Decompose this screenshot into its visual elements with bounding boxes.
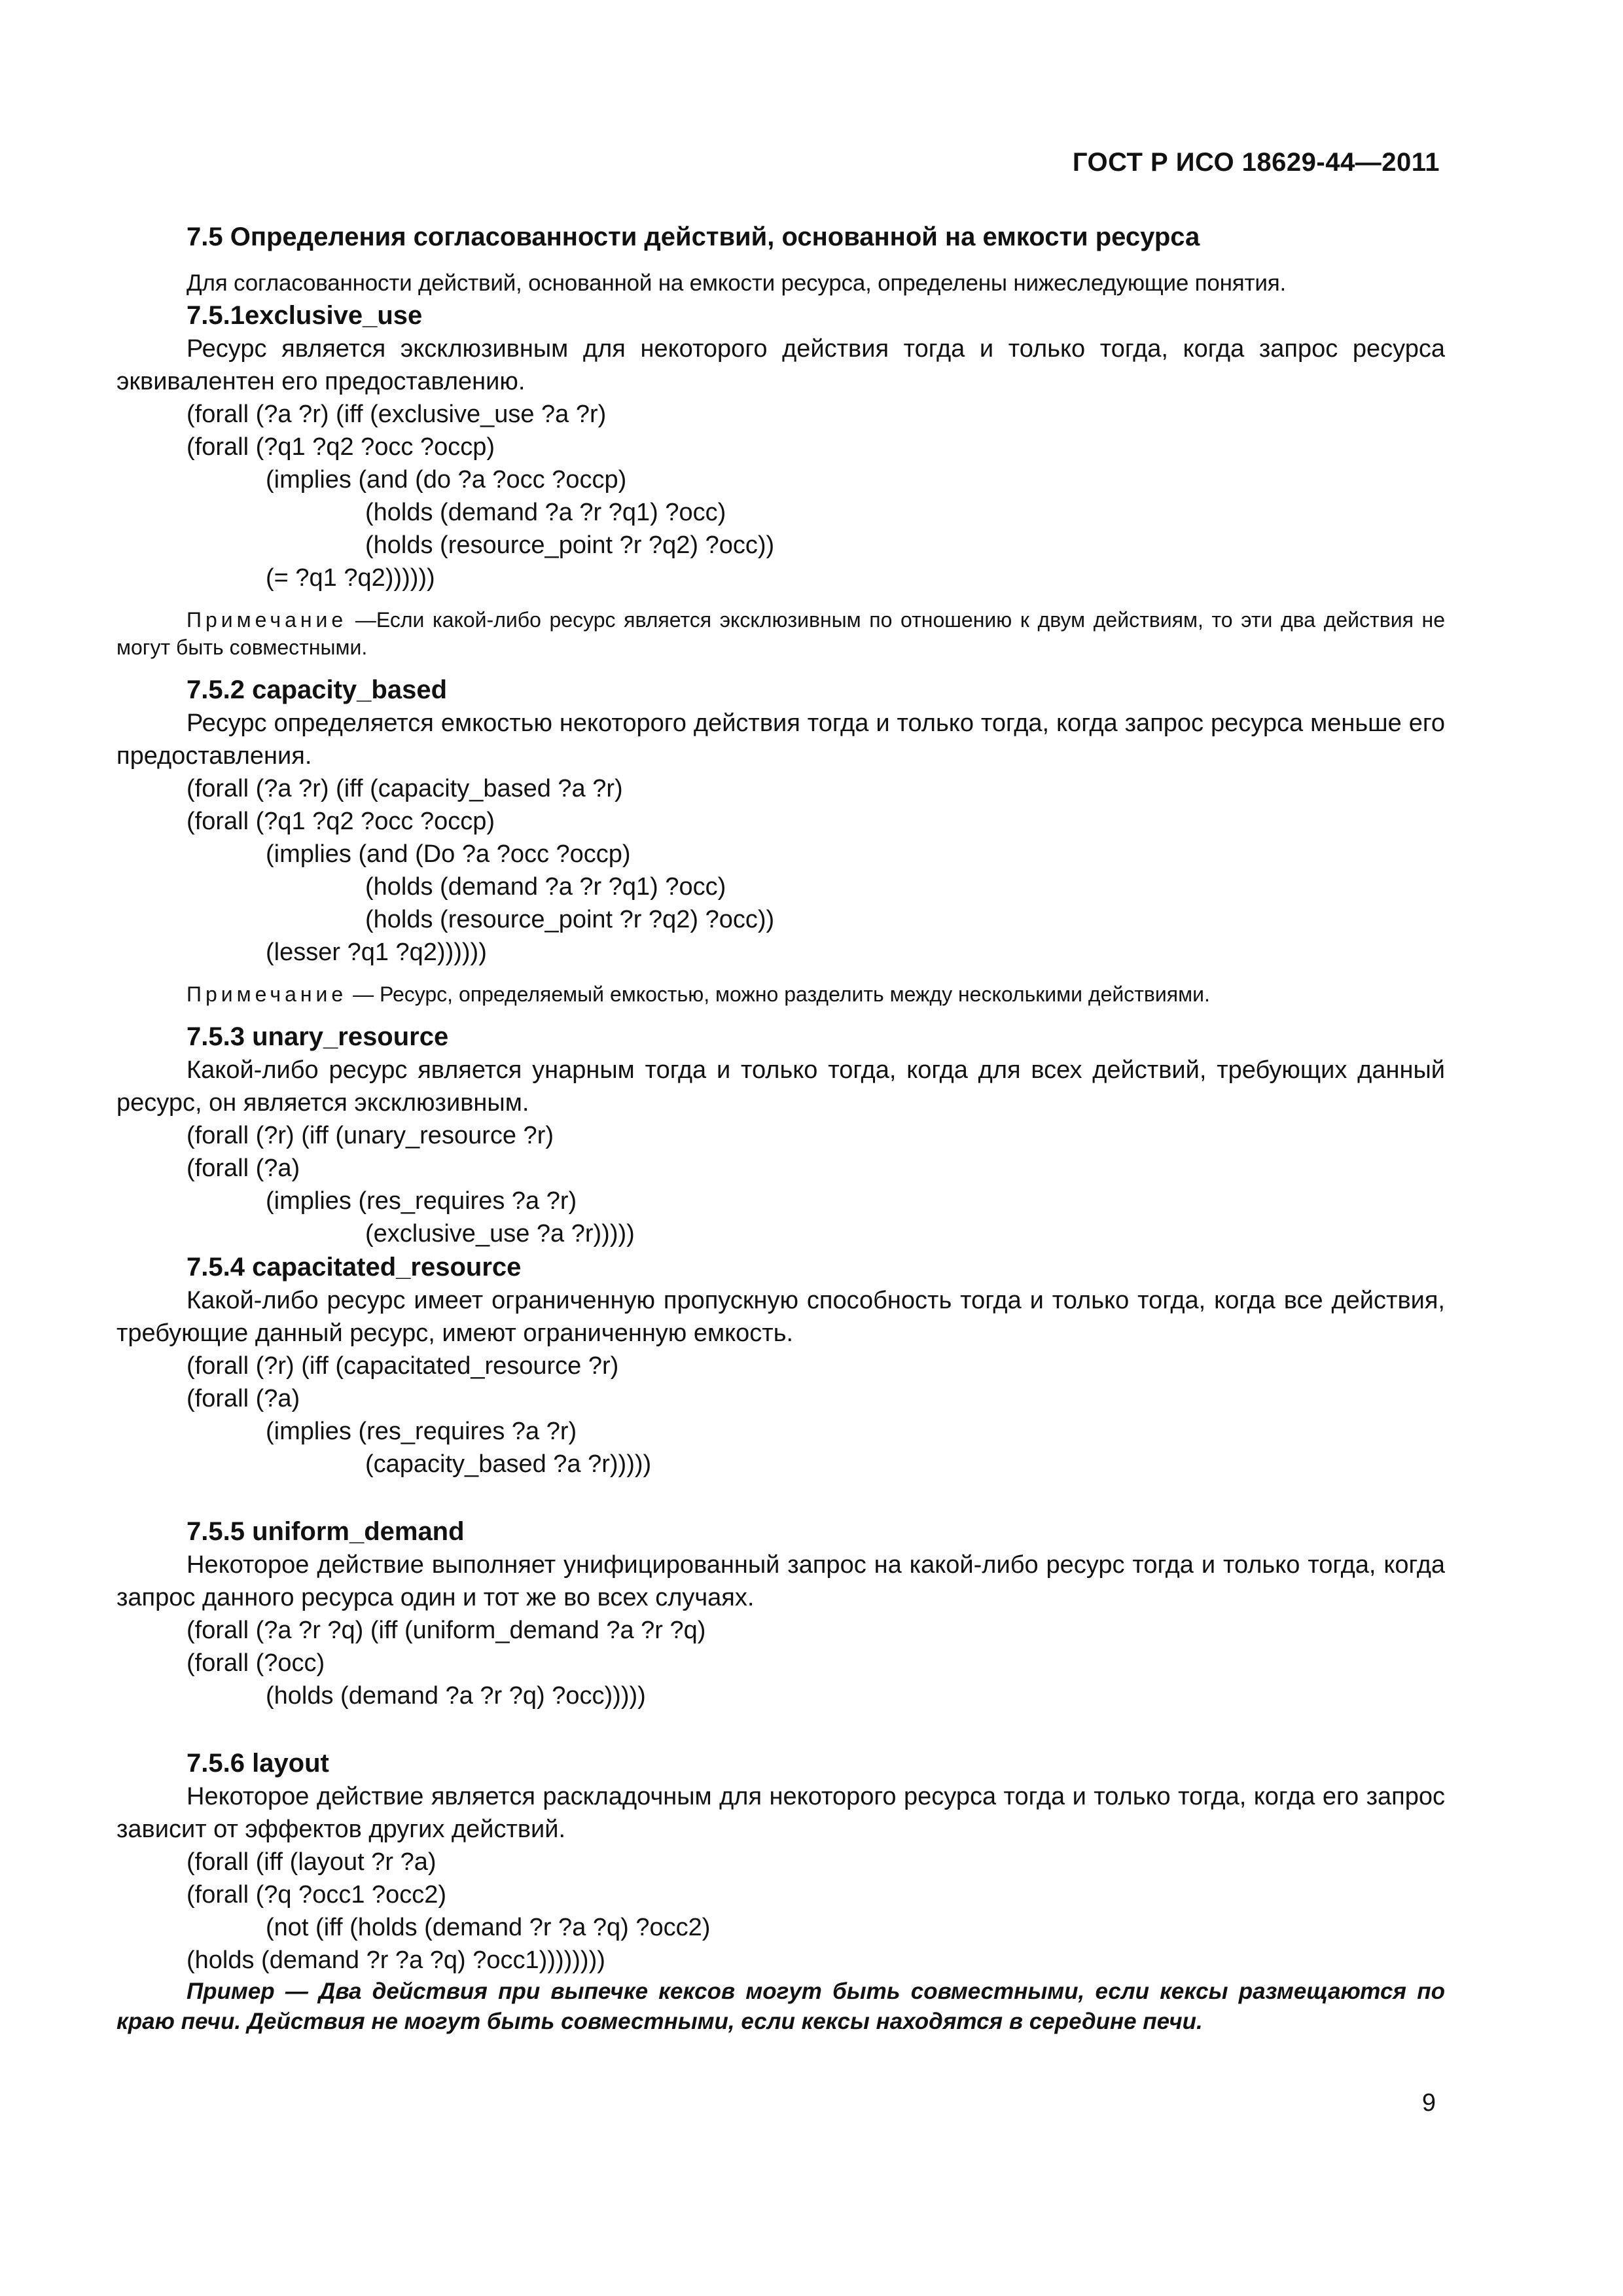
code-line: (holds (demand ?a ?r ?q1) ?occ)	[365, 873, 726, 901]
subsection-title-exclusive-use: 7.5.1exclusive_use	[187, 301, 423, 330]
code-line: (forall (?q1 ?q2 ?occ ?occp)	[187, 433, 495, 461]
code-line: (forall (?r) (iff (capacitated_resource ?r)	[187, 1352, 619, 1380]
subsection-title-uniform-demand: 7.5.5 uniform_demand	[187, 1517, 465, 1546]
code-line: (forall (?a)	[187, 1155, 300, 1182]
code-line: (holds (resource_point ?r ?q2) ?occ))	[365, 906, 775, 933]
page-number: 9	[1421, 2089, 1436, 2117]
subsection-title-capacity-based: 7.5.2 capacity_based	[187, 675, 448, 704]
subsection-text: Ресурс определяется емкостью некоторого действия тогда и только тогда, когда запрос ресурса меньше его предоставления.	[116, 709, 1445, 770]
subsection-text: Какой-либо ресурс имеет ограниченную пропускную способность тогда и только тогда, когда все действия, требующие данный ресурс, имеют ограниченную емкость.	[116, 1287, 1445, 1347]
code-line: (not (iff (holds (demand ?r ?a ?q) ?occ2)	[266, 1914, 711, 1941]
subsection-text: Некоторое действие является раскладочным для некоторого ресурса тогда и только тогда, когда его запрос зависит от эффектов других действий.	[116, 1783, 1445, 1843]
code-line: (holds (demand ?a ?r ?q) ?occ)))))	[266, 1682, 646, 1710]
code-line: (implies (res_requires ?a ?r)	[266, 1187, 577, 1215]
note-label: Примечание	[187, 608, 348, 632]
subsection-title-capacitated-resource: 7.5.4 capacitated_resource	[187, 1253, 522, 1282]
code-line: (forall (iff (layout ?r ?a)	[187, 1848, 437, 1876]
note-label: Примечание	[187, 982, 348, 1006]
subsection-text: Какой-либо ресурс является унарным тогда и только тогда, когда для всех действий, требующих данный ресурс, он является эксклюзивным.	[116, 1056, 1445, 1117]
code-line: (forall (?q ?occ1 ?occ2)	[187, 1881, 447, 1909]
note-text: —Если какой-либо ресурс является эксклюзивным по отношению к двум действиям, то эти два действия не могут быть совместными.	[116, 608, 1445, 659]
subsection-text: Некоторое действие выполняет унифицированный запрос на какой-либо ресурс тогда и только тогда, когда запрос данного ресурса один и тот же во всех случаях.	[116, 1551, 1445, 1611]
code-line: (= ?q1 ?q2))))))	[266, 564, 435, 592]
subsection-text: Ресурс является эксклюзивным для некоторого действия тогда и только тогда, когда запрос ресурса эквивалентен его предоставлению.	[116, 335, 1445, 395]
note	[116, 980, 1445, 1008]
code-line: (holds (resource_point ?r ?q2) ?occ))	[365, 531, 775, 559]
code-line: (holds (demand ?r ?a ?q) ?occ1))))))))	[187, 1946, 605, 1974]
code-line: (forall (?a)	[187, 1385, 300, 1412]
code-line: (forall (?a ?r) (iff (exclusive_use ?a ?r)	[187, 401, 607, 428]
code-line: (forall (?q1 ?q2 ?occ ?occp)	[187, 808, 495, 835]
code-line: (exclusive_use ?a ?r)))))	[365, 1220, 635, 1247]
code-line: (holds (demand ?a ?r ?q1) ?occ)	[365, 499, 726, 526]
subsection-title-layout: 7.5.6 layout	[187, 1749, 329, 1778]
code-line: (implies (and (Do ?a ?occ ?occp)	[266, 840, 631, 868]
code-line: (forall (?r) (iff (unary_resource ?r)	[187, 1122, 554, 1149]
document-header: ГОСТ Р ИСО 18629-44—2011	[1072, 148, 1440, 177]
code-line: (capacity_based ?a ?r)))))	[365, 1450, 652, 1478]
code-line: (forall (?a ?r) (iff (capacity_based ?a ?r)	[187, 775, 623, 802]
code-line: (lesser ?q1 ?q2))))))	[266, 939, 487, 966]
code-line: (forall (?a ?r ?q) (iff (uniform_demand ?a ?r ?q)	[187, 1617, 706, 1644]
code-line: (forall (?occ)	[187, 1649, 325, 1677]
code-line: (implies (res_requires ?a ?r)	[266, 1418, 577, 1445]
section-intro: Для согласованности действий, основанной на емкости ресурса, определены нижеследующие понятия.	[187, 270, 1287, 296]
section-title: 7.5 Определения согласованности действий, основанной на емкости ресурса	[187, 223, 1200, 251]
example-text: Пример — Два действия при выпечке кексов могут быть совместными, если кексы размещаются по краю печи. Действия не могут быть совместными, если кексы находятся в середине печи.	[116, 1979, 1445, 2034]
document-body	[116, 220, 1445, 2037]
code-line: (implies (and (do ?a ?occ ?occp)	[266, 466, 627, 493]
note-text: — Ресурс, определяемый емкостью, можно разделить между несколькими действиями.	[347, 982, 1210, 1006]
subsection-title-unary-resource: 7.5.3 unary_resource	[187, 1022, 449, 1051]
note	[116, 606, 1445, 661]
